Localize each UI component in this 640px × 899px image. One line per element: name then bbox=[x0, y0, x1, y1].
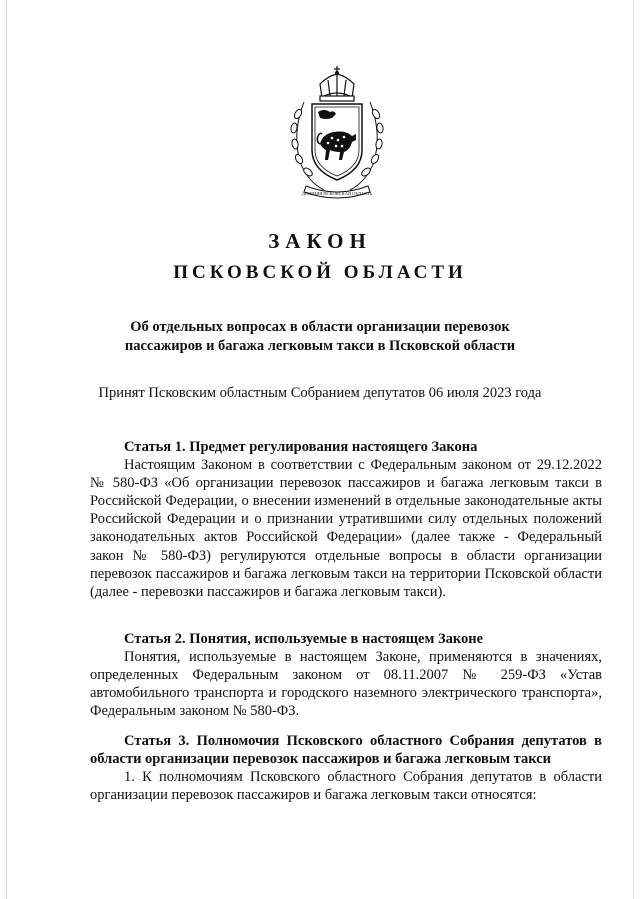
article-3 bbox=[90, 732, 602, 804]
adoption-note: Принят Псковским областным Собранием депутатов 06 июля 2023 года bbox=[98, 385, 542, 401]
law-subtitle: Об отдельных вопросах в области организации перевозок пассажиров и багажа легковым такси в Псковской области bbox=[124, 319, 516, 354]
article-heading: Статья 1. Предмет регулирования настоящего Закона bbox=[124, 439, 478, 455]
article-heading: Статья 2. Понятия, используемые в настоящем Законе bbox=[124, 631, 484, 647]
document-title-region: ПСКОВСКОЙ ОБЛАСТИ bbox=[173, 262, 467, 283]
pskov-coat-of-arms-emblem bbox=[284, 62, 390, 204]
scan-edge-left bbox=[6, 0, 7, 899]
article-paragraph: Понятия, используемые в настоящем Законе, применяются в значениях, определенных Федеральным законом от 08.11.2007 № 259-ФЗ «Устав автомобильного транспорта и городского наземного электрического транспорта», Федеральным законом № 580-ФЗ. bbox=[90, 649, 602, 720]
scan-edge-right bbox=[633, 0, 634, 899]
article-paragraph: 1. К полномочиям Псковского областного Собрания депутатов в области организации перевозок пассажиров и багажа легковым такси относятся: bbox=[90, 769, 602, 804]
article-paragraph: Настоящим Законом в соответствии с Федеральным законом от 29.12.2022 № 580-ФЗ «Об организации перевозок пассажиров и багажа легковым такси в Российской Федерации, о внесении изменений в отдельные законодательные акты Российской Федерации и о признании утратившими силу отдельных положений законодательных актов Российской Федерации» (далее также - Федеральный закон № 580-ФЗ) регулируются отдельные вопросы в области организации перевозок пассажиров и багажа легковым такси на территории Псковской области (далее - перевозки пассажиров и багажа легковым такси). bbox=[90, 457, 602, 600]
svg-text:ДРЕВНЯЯ ПСКОВСКАЯ ОБЛАСТЬ: ДРЕВНЯЯ ПСКОВСКАЯ ОБЛАСТЬ bbox=[301, 191, 373, 196]
article-2 bbox=[90, 630, 602, 720]
document-title: ЗАКОН bbox=[268, 229, 372, 253]
article-heading: Статья 3. Полномочия Псковского областного Собрания депутатов в области организации перевозок пассажиров и багажа легковым такси bbox=[90, 733, 602, 768]
article-1 bbox=[90, 438, 602, 601]
